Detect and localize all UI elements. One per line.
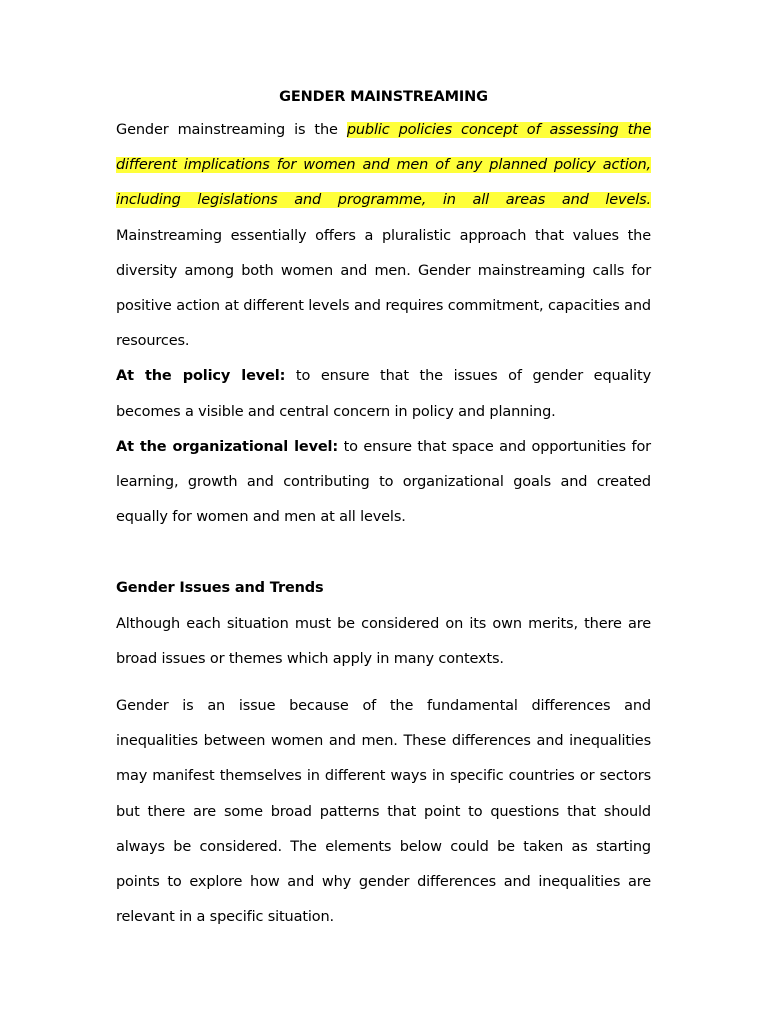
section-heading-gender-issues: Gender Issues and Trends [116,580,324,597]
issues-paragraph-1: Although each situation must be considered on its own merits, there are broad issues or themes which apply in many contexts. [116,615,651,667]
intro-paragraph [116,113,651,359]
organizational-level-text: to ensure that space and opportunities for learning, growth and contributing to organizational goals and created equally for women and men at all levels. [116,438,651,526]
document-title: GENDER MAINSTREAMING [279,89,488,105]
document-page [116,86,651,935]
intro-rest: Mainstreaming essentially offers a pluralistic approach that values the diversity among both women and men. Gender mainstreaming calls for positive action at different levels and requires commitment, capacities and resources. [116,227,651,350]
issues-paragraph-2: Gender is an issue because of the fundamental differences and inequalities between women and men. These differences and inequalities may manifest themselves in different ways in specific countries or sectors but there are some broad patterns that point to questions that should always be considered. The elements below could be taken as starting points to explore how and why gender differences and inequalities are relevant in a specific situation. [116,698,651,926]
highlighted-definition: public policies concept of assessing the different implications for women and men of any planned policy action, including legislations and programme, in all areas and levels. [116,122,651,209]
intro-lead: Gender mainstreaming is the [116,122,347,138]
organizational-level-paragraph [116,430,651,536]
policy-level-text: to ensure that the issues of gender equality becomes a visible and central concern in policy and planning. [116,368,652,420]
policy-level-paragraph [116,359,651,429]
policy-level-label: At the policy level: [116,368,286,385]
organizational-level-label: At the organizational level: [116,438,339,455]
